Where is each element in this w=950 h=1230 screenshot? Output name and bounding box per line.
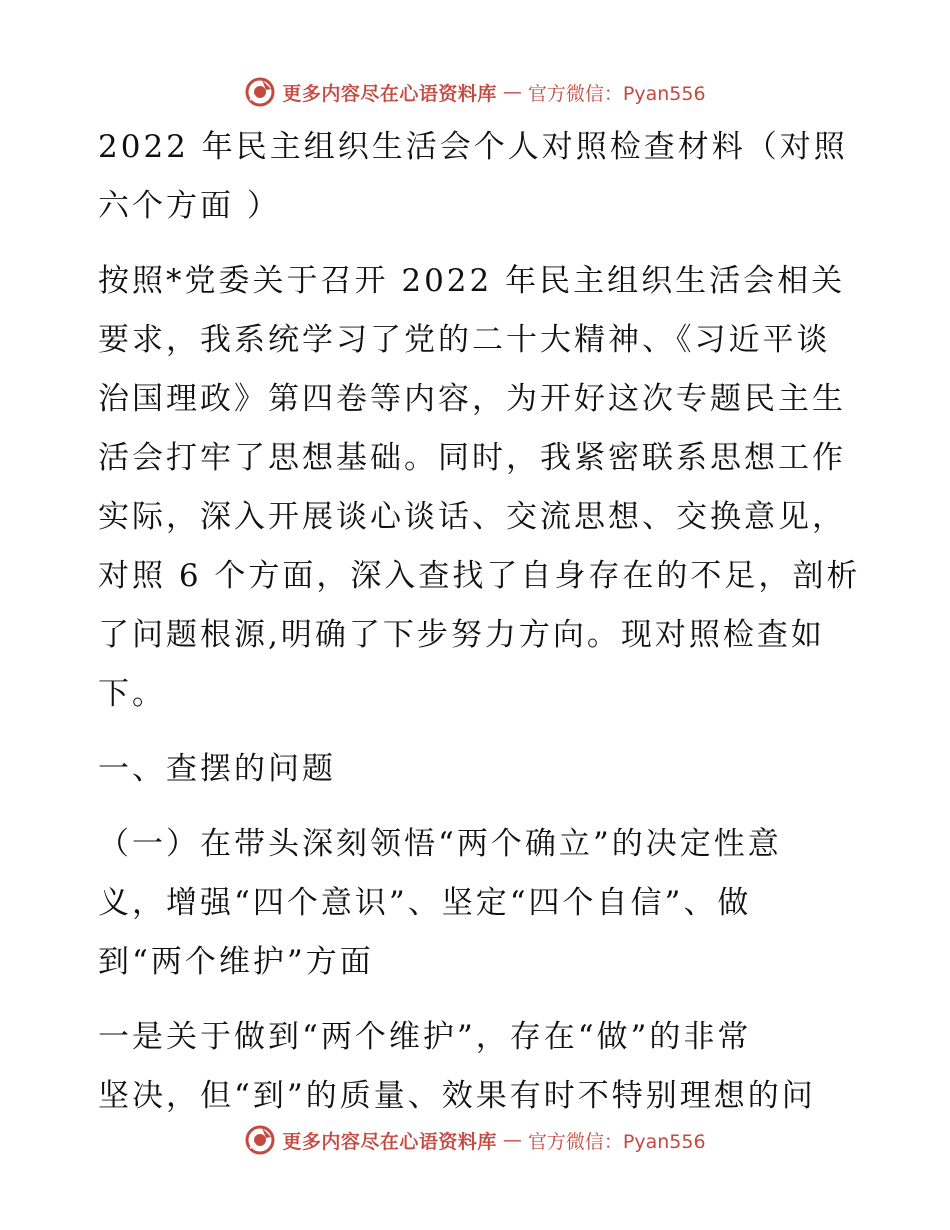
document-title-line-2: 六个方面 ） xyxy=(98,188,281,224)
watermark-text: 更多内容尽在心语资料库 xyxy=(282,1130,497,1153)
subsection-line: （一）在带头深刻领悟“两个确立”的决定性意 xyxy=(98,826,782,862)
subsection-heading xyxy=(98,815,858,992)
section-heading: 一、查摆的问题 xyxy=(98,751,336,787)
paragraph-line: 活会打牢了思想基础。同时，我紧密联系思想工作 xyxy=(98,440,846,476)
paragraph-line: 坚决，但“到”的质量、效果有时不特别理想的问 xyxy=(98,1078,816,1114)
paragraph-line: 对照 6 个方面，深入查找了自身存在的不足，剖析 xyxy=(98,558,861,594)
paragraph-line: 了问题根源,明确了下步努力方向。现对照检查如 xyxy=(98,617,825,653)
watermark-logo-icon xyxy=(244,76,276,108)
document-body xyxy=(98,118,861,1126)
paragraph-line: 实际，深入开展谈心谈话、交流思想、交换意见， xyxy=(98,499,846,535)
watermark-contact: 官方微信：Pyan556 xyxy=(527,82,706,105)
watermark-text: 更多内容尽在心语资料库 xyxy=(282,82,497,105)
watermark-contact: 官方微信：Pyan556 xyxy=(527,1130,706,1153)
watermark-logo-icon xyxy=(244,1124,276,1156)
paragraph-line: 一是关于做到“两个维护”，存在“做”的非常 xyxy=(98,1019,752,1055)
intro-paragraph xyxy=(98,252,861,724)
document-title-line-1: 2022 年民主组织生活会个人对照检查材料（对照 xyxy=(98,129,848,165)
paragraph-line: 治国理政》第四卷等内容，为开好这次专题民主生 xyxy=(98,381,846,417)
paragraph-line: 按照*党委关于召开 2022 年民主组织生活会相关 xyxy=(98,263,846,299)
header-watermark xyxy=(0,72,950,112)
subsection-line: 义，增强“四个意识”、坚定“四个自信”、做 xyxy=(98,885,752,921)
paragraph-line: 下。 xyxy=(98,676,166,712)
watermark-separator: — xyxy=(502,81,522,103)
paragraph-line: 要求，我系统学习了党的二十大精神、《习近平谈 xyxy=(98,322,831,358)
point-paragraph xyxy=(98,1008,858,1126)
subsection-line: 到“两个维护”方面 xyxy=(98,944,374,980)
footer-watermark xyxy=(0,1120,950,1160)
watermark-separator: — xyxy=(502,1129,522,1151)
